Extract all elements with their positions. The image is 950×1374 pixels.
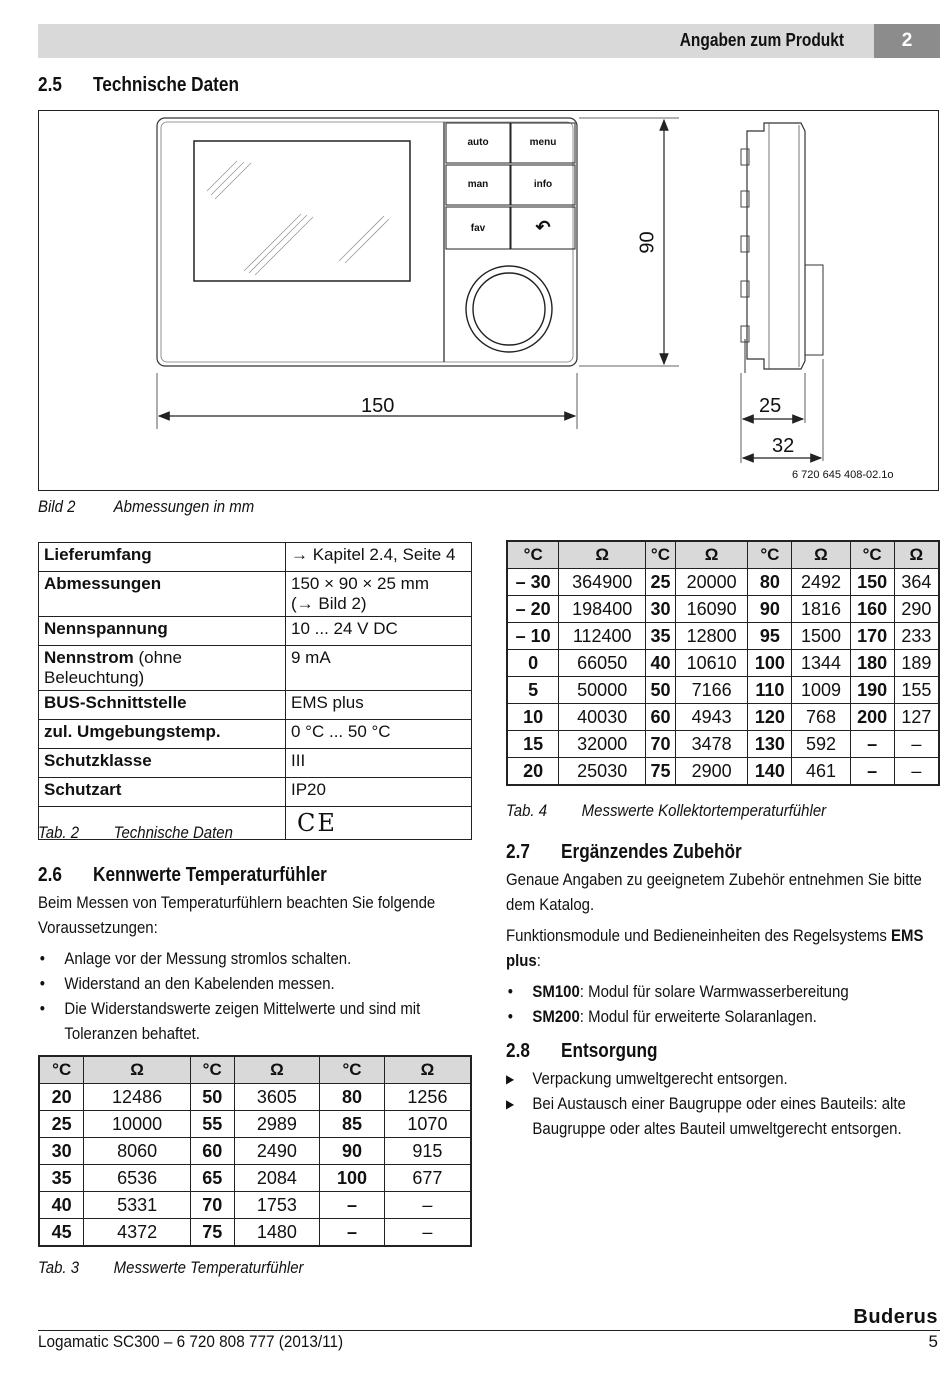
spec-key-label: Nennspannung <box>44 619 168 638</box>
spec-value <box>286 646 472 691</box>
temperature-cell: 180 <box>850 650 894 677</box>
module-name: SM200 <box>532 1007 580 1026</box>
page-number: 5 <box>928 1332 938 1351</box>
spec-key <box>39 572 286 617</box>
resistance-cell: 25030 <box>559 758 646 786</box>
column-header: °C <box>320 1056 385 1084</box>
temperature-cell: 50 <box>646 677 676 704</box>
spec-value <box>286 720 472 749</box>
temperature-cell: – 10 <box>507 623 559 650</box>
resistance-cell: 2900 <box>675 758 747 786</box>
table-row <box>507 704 939 731</box>
resistance-cell: 16090 <box>675 596 747 623</box>
spec-value-text: 150 × 90 × 25 mm <box>291 574 429 593</box>
caption-tab-4 <box>506 801 826 821</box>
list-item: • Anlage vor der Messung stromlos schalten. <box>38 946 469 971</box>
resistance-cell: 461 <box>792 758 850 786</box>
resistance-table-tab4 <box>506 540 940 786</box>
spec-key-label: Abmessungen <box>44 574 162 593</box>
accessory-list <box>506 979 941 1029</box>
column-header: °C <box>748 541 792 569</box>
section-number: 2.6 <box>38 864 62 886</box>
column-header: Ω <box>894 541 939 569</box>
dim-depth-25-label: 25 <box>759 395 782 417</box>
spec-value-text: (→ Bild 2) <box>291 594 367 613</box>
section-2-7-heading <box>506 841 742 864</box>
table-row <box>39 720 472 749</box>
temperature-cell: 160 <box>850 596 894 623</box>
spec-value <box>286 691 472 720</box>
resistance-cell: 1753 <box>234 1192 320 1219</box>
spec-value <box>286 543 472 572</box>
table-row <box>507 569 939 596</box>
caption-bild-2 <box>38 497 254 517</box>
temperature-cell: 20 <box>507 758 559 786</box>
table-row <box>39 617 472 646</box>
spec-key-suffix: (ohne Beleuchtung) <box>44 648 182 687</box>
text-span: Funktionsmodule und Bedieneinheiten des Regelsystems <box>506 926 892 945</box>
temperature-cell: 45 <box>39 1219 84 1247</box>
caption-number: Tab. 4 <box>506 801 548 820</box>
spec-value-text: 9 mA <box>291 648 331 667</box>
spec-key-label: BUS-Schnittstelle <box>44 693 187 712</box>
resistance-cell: 189 <box>894 650 939 677</box>
intro-text: Beim Messen von Temperaturfühlern beachten Sie folgende Voraussetzungen: <box>38 893 436 937</box>
resistance-cell: 1500 <box>792 623 850 650</box>
resistance-cell: 677 <box>384 1165 471 1192</box>
temperature-cell: 20 <box>39 1084 84 1111</box>
resistance-cell: 4943 <box>675 704 747 731</box>
temperature-cell: 100 <box>748 650 792 677</box>
device-drawing-svg <box>39 111 938 490</box>
resistance-cell: – <box>384 1192 471 1219</box>
temperature-cell: 40 <box>39 1192 84 1219</box>
resistance-table-tab3 <box>38 1055 472 1247</box>
section-number: 2.5 <box>38 74 62 96</box>
back-arrow-icon: ↶ <box>535 217 551 237</box>
resistance-cell: 12800 <box>675 623 747 650</box>
temperature-cell: 50 <box>190 1084 234 1111</box>
dim-depth-32-label: 32 <box>772 435 795 457</box>
resistance-cell: 1009 <box>792 677 850 704</box>
table-row <box>39 1165 471 1192</box>
temperature-cell: – <box>320 1192 385 1219</box>
section-title: Entsorgung <box>561 1040 658 1062</box>
spec-key <box>39 617 286 646</box>
temperature-cell: 60 <box>646 704 676 731</box>
temperature-cell: 170 <box>850 623 894 650</box>
caption-number: Bild 2 <box>38 497 76 516</box>
column-header: Ω <box>792 541 850 569</box>
list-item <box>506 979 941 1004</box>
temperature-cell: 5 <box>507 677 559 704</box>
section-2-8-body <box>506 1066 941 1141</box>
temperature-cell: 30 <box>646 596 676 623</box>
spec-key <box>39 749 286 778</box>
temperature-cell: 200 <box>850 704 894 731</box>
table-row <box>39 543 472 572</box>
temperature-cell: 70 <box>190 1192 234 1219</box>
resistance-cell: 4372 <box>84 1219 190 1247</box>
temperature-cell: 110 <box>748 677 792 704</box>
disposal-list <box>506 1066 941 1141</box>
text-span: : <box>536 951 541 970</box>
temperature-cell: 40 <box>646 650 676 677</box>
temperature-cell: 70 <box>646 731 676 758</box>
temperature-cell: 15 <box>507 731 559 758</box>
resistance-cell: 2084 <box>234 1165 320 1192</box>
resistance-cell: 2490 <box>234 1138 320 1165</box>
table-row <box>507 596 939 623</box>
temperature-cell: 75 <box>190 1219 234 1247</box>
resistance-cell: 364 <box>894 569 939 596</box>
temperature-cell: 140 <box>748 758 792 786</box>
column-header: Ω <box>384 1056 471 1084</box>
ce-mark-icon: CE <box>297 809 337 837</box>
paragraph <box>506 923 941 973</box>
temperature-cell: – 20 <box>507 596 559 623</box>
table-row <box>39 778 472 807</box>
temperature-cell: 80 <box>748 569 792 596</box>
spec-value <box>286 778 472 807</box>
column-header: Ω <box>234 1056 320 1084</box>
resistance-cell: 915 <box>384 1138 471 1165</box>
page-header <box>38 24 940 58</box>
resistance-cell: 10610 <box>675 650 747 677</box>
spec-key-label: Schutzklasse <box>44 751 152 770</box>
column-header: °C <box>190 1056 234 1084</box>
dim-height-label: 90 <box>636 231 659 254</box>
temperature-cell: 55 <box>190 1111 234 1138</box>
table-row <box>39 1192 471 1219</box>
temperature-cell: 35 <box>646 623 676 650</box>
resistance-cell: 290 <box>894 596 939 623</box>
button-auto: auto <box>467 137 489 148</box>
temperature-cell: 10 <box>507 704 559 731</box>
column-header: °C <box>646 541 676 569</box>
table-row <box>39 1111 471 1138</box>
resistance-cell: 8060 <box>84 1138 190 1165</box>
section-2-6-heading <box>38 864 327 887</box>
table-row <box>507 758 939 786</box>
spec-key-label: Schutzart <box>44 780 122 799</box>
resistance-cell: 5331 <box>84 1192 190 1219</box>
temperature-cell: 90 <box>320 1138 385 1165</box>
resistance-cell: 50000 <box>559 677 646 704</box>
resistance-cell: 3478 <box>675 731 747 758</box>
paragraph: Genaue Angaben zu geeignetem Zubehör entnehmen Sie bitte dem Katalog. <box>506 870 922 914</box>
temperature-cell: – <box>320 1219 385 1247</box>
resistance-cell: 2989 <box>234 1111 320 1138</box>
resistance-cell: 2492 <box>792 569 850 596</box>
temperature-cell: 130 <box>748 731 792 758</box>
button-info: info <box>533 179 553 190</box>
temperature-cell: 25 <box>39 1111 84 1138</box>
resistance-cell: 6536 <box>84 1165 190 1192</box>
table-row <box>507 650 939 677</box>
resistance-cell: 32000 <box>559 731 646 758</box>
section-2-5-heading <box>38 74 239 97</box>
temperature-cell: – <box>850 731 894 758</box>
caption-text: Abmessungen in mm <box>113 497 255 516</box>
spec-value-text: III <box>291 751 306 770</box>
spec-key-label: zul. Umgebungstemp. <box>44 722 221 741</box>
resistance-cell: 155 <box>894 677 939 704</box>
table-row <box>39 646 472 691</box>
list-item: ▶ Bei Austausch einer Baugruppe oder eines Bauteils: alte Baugruppe oder altes Bauteil umweltgerecht entsorgen. <box>506 1091 941 1141</box>
button-fav: fav <box>470 223 486 234</box>
resistance-cell: – <box>894 758 939 786</box>
module-desc: : Modul für erweiterte Solaranlagen. <box>579 1007 817 1026</box>
spec-key-label: Nennstrom <box>44 648 134 667</box>
section-2-8-heading <box>506 1040 658 1063</box>
temperature-cell: 0 <box>507 650 559 677</box>
spec-value <box>286 807 472 840</box>
column-header: °C <box>39 1056 84 1084</box>
resistance-cell: – <box>894 731 939 758</box>
temperature-cell: 30 <box>39 1138 84 1165</box>
resistance-cell: 20000 <box>675 569 747 596</box>
resistance-cell: 1344 <box>792 650 850 677</box>
bold-span: EMS plus <box>506 926 924 970</box>
resistance-cell: 364900 <box>559 569 646 596</box>
section-number: 2.7 <box>506 841 530 863</box>
spec-key <box>39 720 286 749</box>
button-man: man <box>467 179 489 190</box>
temperature-cell: 85 <box>320 1111 385 1138</box>
spec-value-text: 10 ... 24 V DC <box>291 619 398 638</box>
table-row <box>507 677 939 704</box>
table-row <box>507 731 939 758</box>
resistance-cell: 112400 <box>559 623 646 650</box>
resistance-cell: 127 <box>894 704 939 731</box>
section-2-7-body <box>506 867 941 1029</box>
header-title: Angaben zum Produkt <box>679 30 844 50</box>
spec-table <box>38 542 472 840</box>
caption-number: Tab. 3 <box>38 1258 80 1277</box>
column-header: Ω <box>559 541 646 569</box>
list-item: • Widerstand an den Kabelenden messen. <box>38 971 469 996</box>
table-row <box>39 572 472 617</box>
bullet-list <box>38 946 469 1046</box>
resistance-cell: 233 <box>894 623 939 650</box>
resistance-cell: 3605 <box>234 1084 320 1111</box>
spec-key-label: Lieferumfang <box>44 545 152 564</box>
module-name: SM100 <box>532 982 580 1001</box>
temperature-cell: 35 <box>39 1165 84 1192</box>
temperature-cell: 75 <box>646 758 676 786</box>
resistance-cell: 7166 <box>675 677 747 704</box>
spec-key <box>39 646 286 691</box>
table-row <box>39 1084 471 1111</box>
resistance-cell: 12486 <box>84 1084 190 1111</box>
column-header: Ω <box>675 541 747 569</box>
module-desc: : Modul für solare Warmwasserbereitung <box>579 982 849 1001</box>
temperature-cell: 80 <box>320 1084 385 1111</box>
caption-text: Technische Daten <box>113 823 233 842</box>
table-row <box>39 1219 471 1247</box>
resistance-cell: 768 <box>792 704 850 731</box>
button-menu: menu <box>529 137 557 148</box>
temperature-cell: 95 <box>748 623 792 650</box>
table-row <box>39 1138 471 1165</box>
temperature-cell: 120 <box>748 704 792 731</box>
caption-tab-3 <box>38 1258 304 1278</box>
resistance-cell: 1070 <box>384 1111 471 1138</box>
resistance-cell: – <box>384 1219 471 1247</box>
temperature-cell: 65 <box>190 1165 234 1192</box>
resistance-cell: 1816 <box>792 596 850 623</box>
spec-key <box>39 778 286 807</box>
table-row <box>39 749 472 778</box>
resistance-cell: 1480 <box>234 1219 320 1247</box>
spec-value <box>286 749 472 778</box>
spec-value <box>286 617 472 646</box>
column-header: Ω <box>84 1056 190 1084</box>
section-2-6-body <box>38 890 469 1046</box>
dim-width-label: 150 <box>361 395 395 417</box>
spec-key <box>39 543 286 572</box>
resistance-cell: 10000 <box>84 1111 190 1138</box>
section-title: Ergänzendes Zubehör <box>561 841 742 863</box>
resistance-cell: 198400 <box>559 596 646 623</box>
temperature-cell: 90 <box>748 596 792 623</box>
temperature-cell: – <box>850 758 894 786</box>
list-item: • Die Widerstandswerte zeigen Mittelwerte und sind mit Toleranzen behaftet. <box>38 996 469 1046</box>
caption-text: Messwerte Temperaturfühler <box>113 1258 304 1277</box>
spec-value-text: IP20 <box>291 780 326 799</box>
footer-divider <box>38 1330 940 1331</box>
spec-key <box>39 691 286 720</box>
resistance-cell: 40030 <box>559 704 646 731</box>
column-header: °C <box>507 541 559 569</box>
section-number: 2.8 <box>506 1040 530 1062</box>
column-header: °C <box>850 541 894 569</box>
temperature-cell: 25 <box>646 569 676 596</box>
section-title: Technische Daten <box>93 74 239 96</box>
spec-value-text: EMS plus <box>291 693 364 712</box>
table-row <box>39 691 472 720</box>
spec-value-text: → Kapitel 2.4, Seite 4 <box>291 545 456 564</box>
resistance-cell: 66050 <box>559 650 646 677</box>
temperature-cell: 100 <box>320 1165 385 1192</box>
spec-value <box>286 572 472 617</box>
temperature-cell: 60 <box>190 1138 234 1165</box>
temperature-cell: 150 <box>850 569 894 596</box>
caption-text: Messwerte Kollektortemperaturfühler <box>581 801 827 820</box>
temperature-cell: 190 <box>850 677 894 704</box>
table-row <box>507 623 939 650</box>
footer-doc-info: Logamatic SC300 – 6 720 808 777 (2013/11) <box>38 1332 344 1351</box>
list-item <box>506 1004 941 1029</box>
dimension-drawing <box>38 110 939 491</box>
caption-number: Tab. 2 <box>38 823 80 842</box>
resistance-cell: 1256 <box>384 1084 471 1111</box>
figure-ref: 6 720 645 408-02.1o <box>792 469 894 481</box>
resistance-cell: 592 <box>792 731 850 758</box>
caption-tab-2 <box>38 823 233 843</box>
spec-value-text: 0 °C ... 50 °C <box>291 722 391 741</box>
section-title: Kennwerte Temperaturfühler <box>93 864 327 886</box>
buderus-logo: Buderus <box>853 1306 938 1328</box>
temperature-cell: – 30 <box>507 569 559 596</box>
list-item: ▶ Verpackung umweltgerecht entsorgen. <box>506 1066 941 1091</box>
chapter-number: 2 <box>874 24 940 58</box>
